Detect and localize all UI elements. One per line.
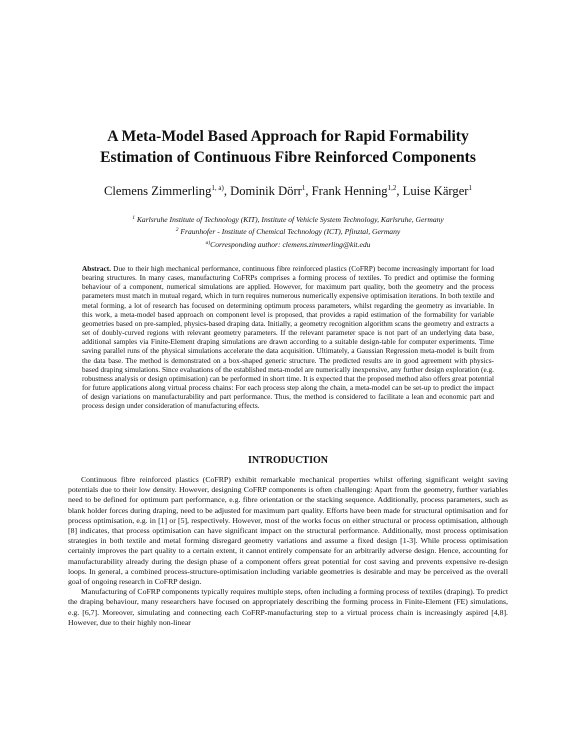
author-1: Clemens Zimmerling$^{1, a)}$, (104, 184, 231, 198)
abstract (82, 264, 494, 411)
title-line-1: A Meta-Model Based Approach for Rapid Formability (107, 128, 469, 145)
author-4-affil-mark: 1 (468, 184, 472, 192)
abstract-label: Abstract. (82, 264, 111, 273)
author-1-affil-mark: 1, a) (211, 184, 224, 192)
introduction-body (68, 475, 508, 628)
author-4: Luise Kärger$^1$ (402, 184, 472, 198)
author-3-affil-mark: 1,2 (387, 184, 397, 192)
affiliation-2: $^2$ Fraunhofer - Institute of Chemical Technology (ICT), Pfinztal, Germany (175, 227, 401, 237)
affiliations (40, 213, 536, 250)
paragraph: Continuous fibre reinforced plastics (CoFRP) exhibit remarkable mechanical properties whilst offering significant weight saving potentials due to their low density. However, designing CoFRP components is often challenging: Apart from the geometry, further variables need to be defined for optimum part performance, e.g. fibre orientation or the stacking sequence. Additionally, process parameters, such as blank holder forces during draping, need to be adjusted for maximum part quality. Efforts have been made for structural optimisation and for process optimisation, e.g. in [1] or [5], respectively. However, most of the works focus on either structural or process optimisation, although [8] indicates, that process optimisation can have significant impact on the structural performance. Additionally, most process optimisation strategies in both textile and metal forming disregard geometry variations and assume a fixed design [1-3]. While process optimisation certainly improves the part quality to a certain extent, it cannot entirely compensate for an arbitrarily adverse design. Hence, accounting for manufacturability already during the design phase of a component offers great potential for cost saving and prevents expensive re-design loops. In general, a combined process-structure-optimisation including variable geometries is desirable and may be perceived as the overall goal of ongoing research in CoFRP design. (68, 475, 508, 587)
author-2-affil-mark: 1 (301, 184, 306, 192)
section-heading-introduction: INTRODUCTION (247, 455, 328, 466)
title-line-2: Estimation of Continuous Fibre Reinforced Components (100, 149, 476, 166)
corresponding-author: $^{a)}$Corresponding author: clemens.zimmerling@kit.edu (205, 239, 371, 249)
abstract-text: Due to their high mechanical performance, continuous fibre reinforced plastics (CoFRP) become increasingly important for load bearing structures. In many cases, manufacturing CoFRPs comprises a forming process of textiles. To predict and optimise the forming behaviour of a component, numerical simulations are applied. However, for maximum part quality, both the geometry and the process parameters must match in mutual regard, which in turn requires numerous numerically expensive optimisation iterations. In both textile and metal forming, a lot of research has focused on determining optimum process parameters, whilst regarding the geometry as invariable. In this work, a meta-model based approach on component level is proposed, that provides a rapid estimation of the formability for variable geometries based on pre-sampled, physics-based draping data. Initially, a geometry recognition algorithm scans the geometry and extracts a set of doubly-curved regions with relevant geometry parameters. If the relevant parameter space is not part of an underlying data base, additional samples via Finite-Element draping simulations are drawn according to a suitable design-table for computer experiments. Time saving parallel runs of the physical simulations accelerate the data acquisition. Ultimately, a Gaussian Regression meta-model is built from the data base. The method is demonstrated on a box-shaped generic structure. The predicted results are in good agreement with physics-based draping simulations. Since evaluations of the established meta-model are numerically inexpensive, any further design exploration (e.g. robustness analysis or design optimisation) can be performed in short time. It is expected that the proposed method also offers great potential for future applications along virtual process chains: For each process step along the chain, a meta-model can be set-up to predict the impact of design variations on manufacturability and part performance. Thus, the method is considered to facilitate a lean and economic part and process design under consideration of manufacturing effects. (82, 264, 494, 411)
paragraph: Manufacturing of CoFRP components typically requires multiple steps, often including a forming process of textiles (draping). To predict the draping behaviour, many researchers have focused on appropriately describing the forming process in Finite-Element (FE) simulations, e.g. [6,7]. Moreover, simulating and connecting each CoFRP-manufacturing step to a virtual process chain is increasingly aspired [4,8]. However, due to their highly non-linear (68, 587, 508, 627)
author-2: Dominik Dörr$^1$, (230, 184, 312, 198)
author-3: Frank Henning$^{1,2}$, (311, 184, 403, 198)
author-list (40, 181, 536, 199)
affiliation-1: $^1$ Karlsruhe Institute of Technology (KIT), Institute of Vehicle System Technology, Karlsruhe, Germany (132, 215, 444, 224)
paper-title (40, 126, 536, 168)
